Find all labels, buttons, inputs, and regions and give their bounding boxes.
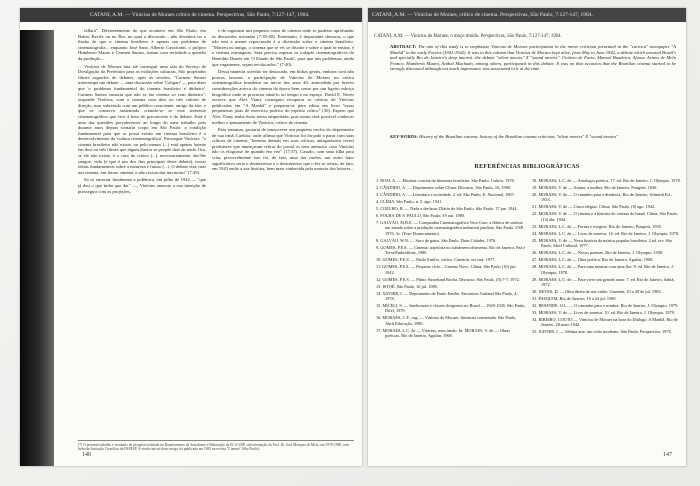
abstract <box>390 44 676 72</box>
reference-item: 11. GOMES, P.E.S. — Pequeno ciclo... Cinema Novo. Clima, São Paulo (10) jun. 1942. <box>376 264 517 275</box>
reference-item: 13. ISTOÉ, São Paulo, 16 jul. 1980. <box>376 283 438 289</box>
paragraph: Para terminar, gostaria de transcrever um pequeno trecho do depoimento de sua irmã, Laetitia, onde afirma que Vinícius foi forçado a parar com suas críticas de cinema: "honesto demais em suas críticas, antagonizava certos produtores que ameaçaram retirar do jornal os seus anúncios caso Vinícius não os elogiasse de quando em vez" (17:57). Casado, com uma filha para criar, provavelmente isto foi, de fato, uma das razões, um outro fator significativo seria o desinteresse e o desinteresse que o fez se retirar, de fato, em 1943 então a sua história, bem mais conhecida pela maioria dos leitores... <box>212 127 354 172</box>
right-running-header: CATANI, A.M. — Vinícius de Moraes, crítico de cinema. Perspectivas, São Paulo, 7:127-147, 1984. <box>368 8 686 22</box>
reference-item: 27. MORAES, L.C. de — Obra poética. Rio de Janeiro, Aguilar, 1968. <box>532 257 654 263</box>
reference-item: 10. GOMES, P.E.S. — Paulo Emílio, crítico. Cinemin, set./out. 1977. <box>376 257 496 263</box>
reference-item: 9. GOMES, P.E.S. — Cinema: trajetória no subdesenvolvimento. Rio de Janeiro, Paz e Terra/Embrafilme, 1980. <box>376 244 526 256</box>
abstract-text: The aim of this study is to emphasize Vinicius de Moraes participation in the movie criticism presented in the "carioca" newspaper "A Manhã" in the early Forties (1941-1942). It was in this column that Vinicius de Moraes kept alive, from May to June 1942, a debate which aroused Brazil's and specially Rio de Janeiro's deep interest: the debate "silent movies" X "sound movies". Octávio de Faria, Manoel Bandeira, Afonso Arinos de Melo Franco, Humberto Mauro, Aníbal Machado, among others, participated in this debate. It was on that occasion that the Brazilian cinema started to be strongly discussed although not much importance was associated to it at the time. <box>390 44 676 72</box>
reference-item: 22. MORAES, V. de — O cinema e a história do cinema do banal. Clima, São Paulo, (12) abr. 1944. <box>532 211 678 222</box>
page-number-right: 147 <box>663 452 672 458</box>
paragraph: Vinícius de Moraes luta até conseguir uma sala do Serviço de Divulgação da Prefeitura para as exibições culturais. São projetados filmes seguidos de debates, após as sessões. "Carmen Santos interrompe um debate — uma discussão sobre 'Caligari' — para dizer que 'o problema fundamental do cinema brasileiro é dinheiro'. Carmen Santos enuncia que não se faz cinema só com dinheiro", responde Vinícius, com o cinema com dois ou três valores de direção, mas sobretudo com um público consciente, amigo da arte, e que se conserva sustentado criando-se se esse interesse cinematográfico que vive à base do preconceito e do debate. Está é uma das questões prevalecentes ao longo do meu trabalho pois durante anos depois tornaria corpo em São Paulo: a condição fundamental para que se possa existir um cinema brasileiro é o desenvolvimento da 'cultura cinematográfica'. Prossegue Vinícius: "o cinema brasileiro não existe, ou pelo menos (...) está apenas latente em dois ou três filmes que algum diretor se propõe tirar do nada. Ora, se ele não existe, é o caso do crítico (...), necessariamente, dar-lhe sangue, vida (e que é um dos fins principais deste debate), trocar ideias fundamentais sobre a natureza e futuro (...). O debate visa criar um cinema, em futuro cinema, e não ressuscitar um morto" (7:39). <box>78 63 206 175</box>
reference-item: 5. COELHO, R. — Nada a declarar. Diário de São Paulo, São Paulo, 17 jan. 1944. <box>376 206 518 211</box>
references-column-1 <box>376 178 526 454</box>
reference-item: 1. BOSI, A. — História concisa da literatura brasileira. São Paulo, Cultrix, 1970. <box>376 178 515 183</box>
reference-item: 8. GALVÃO, W.N. — Saco de gatos. São Paulo, Duas Cidades, 1976. <box>376 237 497 243</box>
reference-item: 21. MORAES, V. de — Cinco elegias. Clima, São Paulo, (8) ago. 1942. <box>532 204 656 210</box>
paragraph: fallará". Diferentemente do que acontece em São Paulo, em Bahia, Recife ou no Rio, no qual a discussão... não devemos ter a ilusão de que o cinema brasileiro é apenas um problema de cinematografia... enquanto José Sanz, Alberto Cavalcanti, o próprio Humberto Mauro e Carmen Santos, tratam com seriedade a questão da produção... <box>78 28 206 61</box>
reference-item: 24. MORAES, L.C. de — Livro de sonetos. 16. ed. Rio de Janeiro, J. Olympio, 1978. <box>532 230 680 236</box>
reference-item: 28. MORAES, L.C. de — Para uma menina com uma flor. 9. ed. Rio de Janeiro, J. Olympio, 1978. <box>532 264 674 275</box>
reference-item: 25. MORAES, V. de — Nova história da música popular brasileira. 2.ed. rev. São Paulo, Abril Cultural, 1977. <box>532 237 672 249</box>
reference-item: 32. RESENDE, O.L. — O caminho para a sombra. Rio de Janeiro, J. Olympio, 1979. <box>532 303 679 309</box>
references-title: REFERÊNCIAS BIBLIOGRÁFICAS <box>474 164 580 170</box>
keywords-text: History of the Brazilian cinema; history of the Brazilian cinema criticism; "silent movies" X "sound movies". <box>419 134 620 139</box>
reference-item: 33. MORAES, V. de — Livro de sonetos. 10. ed. Rio de Janeiro, J. Olympio, 1979. <box>532 310 675 316</box>
paragraph: Só se encerrar finalmente a polêmica, em julho de 1942 — "que já deu o que tinha que dar" —, Vinícius anuncia a sua intenção de prosseguir com as projeções, <box>78 177 206 194</box>
reference-item: 18. MORAES, L.C. de — Antologia poética. 17. ed. Rio de Janeiro, J. Olympio, 1978. <box>532 178 681 183</box>
left-running-header: CATANI, A.M. — Vinícius de Moraes crítico de cinema. Perspectivas, São Paulo, 7:127-147, 1984. <box>20 8 362 22</box>
citation-line: CATANI, A.M. — Vinícius de Moraes, o moço tímido. Perspectivas, São Paulo, 7:127-147, 1984. <box>374 34 562 39</box>
paragraph: e de organizar um pequeno curso de cinema onde se pudesse aprofundar as discussões iniciadas (7:39-40). Entretanto, é importante destacar, o que não tem a menor repercussão é a discussão sobre o cinema brasileiro. "Morreu ou antigo, o cinema que se vê, se discute e sobre o qual se ensina, é o cinema estrangeiro. Será preciso esperar os rodapés cinematográficos do Benedito Duarte em 'O Estado de São Paulo', para que tais problemas, ainda que vagamente, sejam recolocados." (7:40). <box>212 28 354 67</box>
page-number-left: 140 <box>82 452 91 458</box>
reference-item: 34. RIBEIRO, COUTO — Vinícius de Moraes na hora do Diálogo. A Manhã, Rio de Janeiro, 28 maio 1942. <box>532 317 678 328</box>
reference-item: 12. GOMES, P.E.S. — Plínio Sussekind Rocha. Discurso, São Paulo, (5):7-7, 1972. <box>376 276 520 282</box>
right-page <box>368 8 686 466</box>
reference-item: 7. GALVÃO, M.R.E. — Companhia Cinematográfica Vera Cruz: a fábrica de sonhos: um estudo sobre a produção cinematográfica industrial paulista. São Paulo, USP, 1976. 3v. (Tese-Doutoramento). <box>376 220 524 236</box>
footnote: (*) O presente trabalho é resultado de pesquisa realizada no Departamento de Jornalismo e Editoração da ECA-USP, sob orientação do Prof. Dr. José Marques de Melo, em 1979-1980, com bolsa de Iniciação Científica da FAPESP. A versão inicial deste artigo foi publicada em 1981 na revista "Cinema" (São Paulo). <box>78 440 354 452</box>
reference-item: 6. FOLHA DE S. PAULO, São Paulo, 19 out. 1980. <box>376 213 466 218</box>
paragraph: Dessa maneira acredito ter destacado, em linhas gerais, embora com não poucas lacunas, a participação de Vinícius de Moraes na crítica cinematográfica brasileira no início dos anos 40, antecedida por breves considerações acerca do cinema da época bem como por um ligeiro esboço biográfico onde se procurou situá-lo no tempo e no espaço. David E. Neves escreve que Alex Viany conseguiu recuperar as críticas de Vinícius publicadas em "A Manhã" e preparar-se para editar em livro "essas pequeninas joias de exercício poético do espírito crítico" (30). Espero que Alex Viany tenha êxito nessa empreitada, pois assim será possível conhecer melhor o pensamento de Vinícius, crítico de cinema. <box>212 69 354 125</box>
reference-item: 17. MORAES, L.C. de — Vinícius, meu irmão. In: MORAES, V. de — Obras poéticas. Rio de Janeiro, Aguilar, 1968. <box>376 327 511 339</box>
abstract-label: ABSTRACT: <box>390 44 417 49</box>
reference-item: 31. PASQUIM, Rio de Janeiro, 19 a 24 jul. 1980. <box>532 296 617 302</box>
left-page <box>20 8 362 466</box>
reference-item: 2. CÂNDIDO, A. — Depoimento sobre Clima. Discurso, São Paulo, 16, 1980. <box>376 185 511 190</box>
reference-item: 29. MORAES, L.C. de — Para viver um grande amor. 7. ed. Rio de Janeiro, Sabiá, 1972. <box>532 276 675 288</box>
reference-item: 35. XAVIER, I. — Sétima arte: um culto moderno. São Paulo, Perspectiva, 1978. <box>532 329 672 335</box>
gutter-shadow <box>20 30 54 466</box>
reference-item: 26. MORAES, L.C. de — Novos poemas. Rio de Janeiro, J. Olympio, 1938. <box>532 250 664 256</box>
left-text-column-2 <box>212 28 354 432</box>
reference-item: 14. XAVIER, I. — Depoimento de Paulo Emílio. Encontros Garland São Paulo, 4, 1978. <box>376 290 518 302</box>
left-text-column-1 <box>78 28 206 432</box>
reference-item: 19. MORAES, V. de — Ariana, a mulher. Rio de Janeiro, Pongetti, 1936. <box>532 185 658 190</box>
keywords-label: KEY-WORDS: <box>390 134 418 139</box>
reference-item: 4. CLIMA, São Paulo, n. 5, ago. 1941. <box>376 199 443 204</box>
reference-item: 30. NEVES, D. — Obra direta de seu vinho. Cinemin, 10 a 28 de jul. 1983. <box>532 289 662 295</box>
reference-item: 20. MORAES, V. de — O caminho para a distância. Rio de Janeiro, Schmidt Ed., 1933. <box>532 192 672 203</box>
reference-item: 15. MICELI, S. — Intelectuais e classes dirigentes no Brasil — 1920-1945. São Paulo, Difel, 1979. <box>376 303 526 314</box>
reference-item: 3. CÂNDIDO, A. — Literatura e sociedade. 2. ed. São Paulo, E. Nacional, 1967. <box>376 192 515 197</box>
reference-item: 23. MORAES, L.C. de — Forma e exegese. Rio de Janeiro, Pongetti, 1935. <box>532 223 662 229</box>
references-column-2 <box>532 178 682 454</box>
keywords <box>390 134 676 140</box>
reference-item: 16. MORAES, C.F., org. — Vinícius de Moraes: literatura comentada. São Paulo, Abril Educação, 1980. <box>376 315 517 326</box>
